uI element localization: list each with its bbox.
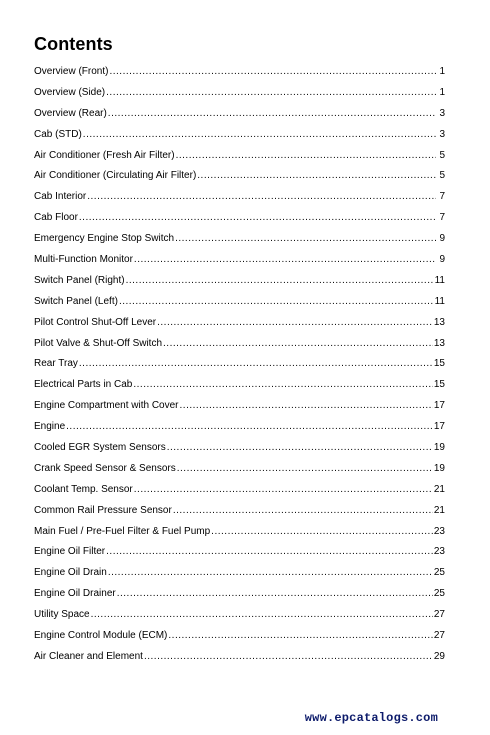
toc-entry-label: Overview (Side) <box>34 86 106 98</box>
toc-entry-page-number: 9 <box>439 254 445 266</box>
toc-entry-page-number: 5 <box>439 149 445 161</box>
toc-entry[interactable] <box>34 212 445 233</box>
toc-entry-page-number: 13 <box>433 316 445 328</box>
toc-entry-label: Cab Floor <box>34 212 78 224</box>
toc-dot-leader <box>79 358 433 370</box>
toc-dot-leader <box>180 400 433 412</box>
toc-entry-page-number: 27 <box>433 609 445 621</box>
toc-dot-leader <box>175 233 436 245</box>
toc-entry[interactable] <box>34 546 445 567</box>
toc-dot-leader <box>126 275 434 287</box>
toc-entry-label: Overview (Rear) <box>34 107 107 119</box>
toc-dot-leader <box>119 296 434 308</box>
toc-entry-label: Overview (Front) <box>34 66 109 77</box>
toc-entry-label: Rear Tray <box>34 358 78 370</box>
toc-entry-page-number: 25 <box>433 567 445 579</box>
toc-entry[interactable] <box>34 630 445 651</box>
toc-entry-page-number: 3 <box>439 107 445 119</box>
toc-entry[interactable] <box>34 129 445 150</box>
toc-entry-label: Air Conditioner (Fresh Air Filter) <box>34 149 175 161</box>
toc-entry[interactable] <box>34 400 445 421</box>
toc-dot-leader <box>79 212 436 224</box>
toc-entry[interactable] <box>34 505 445 526</box>
toc-entry-page-number: 19 <box>433 442 445 454</box>
toc-dot-leader <box>157 317 433 329</box>
toc-dot-leader <box>109 66 436 78</box>
toc-entry-page-number: 21 <box>433 483 445 495</box>
toc-entry-label: Emergency Engine Stop Switch <box>34 233 175 245</box>
toc-dot-leader <box>87 191 436 203</box>
toc-entry-label: Air Conditioner (Circulating Air Filter) <box>34 170 197 182</box>
toc-entry[interactable] <box>34 150 445 171</box>
toc-dot-leader <box>173 505 433 517</box>
toc-entry-label: Pilot Control Shut-Off Lever <box>34 316 157 328</box>
toc-entry-label: Engine Oil Filter <box>34 546 106 558</box>
toc-entry[interactable] <box>34 254 445 275</box>
toc-entry-page-number: 11 <box>434 295 445 307</box>
toc-entry[interactable] <box>34 651 445 672</box>
toc-entry-label: Electrical Parts in Cab <box>34 379 133 391</box>
toc-entry-label: Pilot Valve & Shut-Off Switch <box>34 337 163 349</box>
toc-entry-page-number: 21 <box>433 504 445 516</box>
toc-entry-page-number: 25 <box>433 588 445 600</box>
toc-dot-leader <box>108 567 433 579</box>
toc-entry-label: Engine Oil Drain <box>34 567 107 579</box>
toc-entry-page-number: 17 <box>433 400 445 412</box>
toc-dot-leader <box>197 170 436 182</box>
toc-entry[interactable] <box>34 66 445 87</box>
toc-entry-page-number: 7 <box>439 212 445 224</box>
toc-dot-leader <box>134 484 433 496</box>
toc-entry[interactable] <box>34 233 445 254</box>
toc-entry-page-number: 17 <box>433 421 445 433</box>
toc-entry-label: Cab (STD) <box>34 128 82 140</box>
toc-entry-label: Cooled EGR System Sensors <box>34 442 166 454</box>
toc-entry-label: Multi-Function Monitor <box>34 254 133 266</box>
toc-entry-page-number: 19 <box>433 462 445 474</box>
toc-entry[interactable] <box>34 567 445 588</box>
toc-entry[interactable] <box>34 317 445 338</box>
toc-entry-page-number: 3 <box>439 128 445 140</box>
toc-entry-page-number: 9 <box>439 233 445 245</box>
toc-dot-leader <box>106 546 433 558</box>
watermark-url: www.epcatalogs.com <box>304 711 438 725</box>
toc-entry-label: Switch Panel (Right) <box>34 274 125 286</box>
toc-entry-page-number: 15 <box>433 379 445 391</box>
toc-entry-label: Engine <box>34 421 66 433</box>
toc-entry-page-number: 27 <box>433 630 445 642</box>
toc-dot-leader <box>177 463 433 475</box>
table-of-contents <box>34 66 445 672</box>
toc-entry-page-number: 23 <box>433 525 445 537</box>
toc-entry[interactable] <box>34 463 445 484</box>
toc-entry-label: Main Fuel / Pre-Fuel Filter & Fuel Pump <box>34 525 211 537</box>
toc-entry-label: Switch Panel (Left) <box>34 295 118 307</box>
toc-entry[interactable] <box>34 526 445 547</box>
toc-entry-label: Engine Compartment with Cover <box>34 400 179 412</box>
toc-entry-page-number: 5 <box>439 170 445 182</box>
toc-dot-leader <box>163 338 433 350</box>
toc-entry[interactable] <box>34 484 445 505</box>
toc-entry[interactable] <box>34 191 445 212</box>
toc-dot-leader <box>66 421 433 433</box>
toc-entry[interactable] <box>34 442 445 463</box>
toc-dot-leader <box>117 588 433 600</box>
toc-entry[interactable] <box>34 170 445 191</box>
toc-entry[interactable] <box>34 588 445 609</box>
toc-entry[interactable] <box>34 358 445 379</box>
toc-dot-leader <box>176 150 436 162</box>
toc-dot-leader <box>91 609 433 621</box>
toc-entry[interactable] <box>34 338 445 359</box>
toc-entry-page-number: 13 <box>433 337 445 349</box>
toc-entry-page-number: 23 <box>433 546 445 558</box>
toc-dot-leader <box>167 442 433 454</box>
toc-entry-label: Coolant Temp. Sensor <box>34 483 133 495</box>
toc-dot-leader <box>134 254 436 266</box>
toc-entry-label: Utility Space <box>34 609 90 621</box>
toc-entry-page-number: 11 <box>434 274 445 286</box>
toc-entry-page-number: 1 <box>439 86 445 98</box>
toc-entry-label: Crank Speed Sensor & Sensors <box>34 462 176 474</box>
toc-entry[interactable] <box>34 379 445 400</box>
toc-entry-label: Engine Control Module (ECM) <box>34 630 168 642</box>
toc-entry[interactable] <box>34 87 445 108</box>
toc-entry-page-number: 15 <box>433 358 445 370</box>
toc-dot-leader <box>106 87 436 99</box>
toc-entry-page-number: 1 <box>439 66 445 77</box>
toc-entry-label: Air Cleaner and Element <box>34 650 143 662</box>
toc-entry[interactable] <box>34 296 445 317</box>
toc-entry[interactable] <box>34 421 445 442</box>
toc-entry-label: Common Rail Pressure Sensor <box>34 504 172 516</box>
toc-dot-leader <box>108 108 436 120</box>
toc-dot-leader <box>133 379 433 391</box>
toc-entry[interactable] <box>34 609 445 630</box>
toc-entry[interactable] <box>34 275 445 296</box>
toc-dot-leader <box>168 630 432 642</box>
toc-entry-label: Cab Interior <box>34 191 87 203</box>
page-title: Contents <box>34 34 113 54</box>
toc-dot-leader <box>83 129 436 141</box>
toc-entry-page-number: 29 <box>433 650 445 662</box>
toc-entry-page-number: 7 <box>439 191 445 203</box>
toc-entry[interactable] <box>34 108 445 129</box>
toc-entry-label: Engine Oil Drainer <box>34 588 116 600</box>
toc-dot-leader <box>211 526 433 538</box>
toc-dot-leader <box>144 651 433 663</box>
